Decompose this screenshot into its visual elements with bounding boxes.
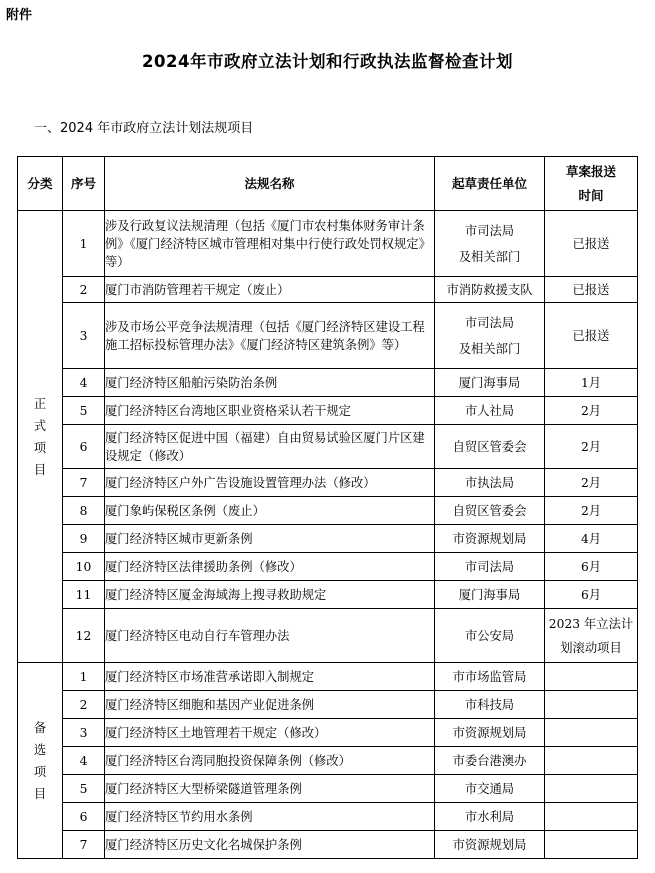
table-row [18,469,638,497]
header-unit: 起草责任单位 [435,157,545,211]
submission-time: 6月 [545,581,638,609]
submission-time: 已报送 [545,303,638,369]
regulation-name: 厦门经济特区大型桥梁隧道管理条例 [105,775,435,803]
drafting-unit: 厦门海事局 [458,587,521,602]
row-number: 5 [63,775,105,803]
regulation-name: 厦门经济特区船舶污染防治条例 [105,369,435,397]
row-number: 1 [63,663,105,691]
drafting-unit-cell [435,469,545,497]
row-number: 10 [63,553,105,581]
drafting-unit: 市司法局 [464,559,515,574]
submission-time: 2月 [545,469,638,497]
submission-time [545,775,638,803]
drafting-unit: 市资源规划局 [452,531,527,546]
header-number: 序号 [63,157,105,211]
drafting-unit-cell [435,747,545,775]
drafting-unit-cell [435,303,545,369]
drafting-unit-cell [435,497,545,525]
drafting-unit: 自贸区管委会 [452,503,527,518]
regulation-name: 厦门经济特区城市更新条例 [105,525,435,553]
header-category: 分类 [18,157,63,211]
row-number: 6 [63,803,105,831]
drafting-unit: 市科技局 [464,697,515,712]
drafting-unit-cell [435,525,545,553]
table-row [18,803,638,831]
drafting-unit-cell [435,211,545,277]
drafting-unit-cell [435,803,545,831]
category-label: 正式项目 [33,396,47,477]
drafting-unit: 自贸区管委会 [452,439,527,454]
table-row [18,581,638,609]
table-row [18,497,638,525]
row-number: 7 [63,831,105,859]
drafting-unit-cell [435,691,545,719]
table-row [18,369,638,397]
regulation-name: 厦门经济特区市场准营承诺即入制规定 [105,663,435,691]
submission-time: 已报送 [545,211,638,277]
drafting-unit-cell [435,581,545,609]
table-row [18,211,638,277]
submission-time [545,747,638,775]
submission-time [545,831,638,859]
regulation-name: 厦门经济特区电动自行车管理办法 [105,609,435,663]
document-title: 2024年市政府立法计划和行政执法监督检查计划 [142,52,513,71]
submission-time: 6月 [545,553,638,581]
category-cell [18,211,63,663]
submission-time: 2月 [545,425,638,469]
row-number: 3 [63,719,105,747]
table-row [18,691,638,719]
header-name: 法规名称 [105,157,435,211]
row-number: 4 [63,369,105,397]
drafting-unit: 市水利局 [464,809,515,824]
drafting-unit-cell [435,831,545,859]
drafting-unit-cell [435,609,545,663]
submission-time [545,663,638,691]
table-row [18,663,638,691]
drafting-unit: 厦门海事局 [458,375,521,390]
row-number: 7 [63,469,105,497]
regulation-name: 厦门经济特区法律援助条例（修改） [105,553,435,581]
row-number: 2 [63,691,105,719]
submission-time [545,719,638,747]
row-number: 4 [63,747,105,775]
drafting-unit-cell [435,369,545,397]
drafting-unit-cell [435,425,545,469]
row-number: 6 [63,425,105,469]
row-number: 11 [63,581,105,609]
drafting-unit-cell [435,663,545,691]
drafting-unit: 市人社局 [464,403,515,418]
table-row [18,303,638,369]
drafting-unit-cell [435,397,545,425]
drafting-unit-secondary: 及相关部门 [458,249,521,264]
drafting-unit-cell [435,719,545,747]
drafting-unit: 市市场监管局 [452,669,527,684]
submission-time: 2月 [545,397,638,425]
section-heading: 一、2024 年市政府立法计划法规项目 [34,121,254,136]
regulation-name: 涉及行政复议法规清理（包括《厦门市农村集体财务审计条例》《厦门经济特区城市管理相对集中行使行政处罚权规定》等） [105,211,435,277]
table-row [18,425,638,469]
category-cell [18,663,63,859]
submission-time: 2023 年立法计划滚动项目 [545,609,638,663]
submission-time: 4月 [545,525,638,553]
regulation-name: 厦门经济特区土地管理若干规定（修改） [105,719,435,747]
table-row [18,609,638,663]
regulation-name: 厦门经济特区台湾地区职业资格采认若干规定 [105,397,435,425]
regulation-name: 厦门市消防管理若干规定（废止） [105,277,435,303]
drafting-unit: 市司法局 [464,315,515,330]
regulation-name: 厦门经济特区历史文化名城保护条例 [105,831,435,859]
drafting-unit: 市交通局 [464,781,515,796]
drafting-unit: 市消防救援支队 [446,282,533,297]
attachment-label: 附件 [6,8,33,23]
regulation-table [17,156,638,859]
submission-time [545,803,638,831]
row-number: 9 [63,525,105,553]
row-number: 1 [63,211,105,277]
submission-time: 2月 [545,497,638,525]
header-row [18,157,638,211]
category-label: 备选项目 [33,720,47,801]
row-number: 8 [63,497,105,525]
regulation-name: 厦门经济特区户外广告设施设置管理办法（修改） [105,469,435,497]
regulation-name: 厦门象屿保税区条例（废止） [105,497,435,525]
row-number: 5 [63,397,105,425]
regulation-name: 厦门经济特区厦金海域海上搜寻救助规定 [105,581,435,609]
table-row [18,831,638,859]
row-number: 12 [63,609,105,663]
table-row [18,747,638,775]
table-row [18,397,638,425]
drafting-unit: 市执法局 [464,475,515,490]
table-row [18,553,638,581]
submission-time: 1月 [545,369,638,397]
table-row [18,719,638,747]
drafting-unit-cell [435,775,545,803]
regulation-name: 厦门经济特区节约用水条例 [105,803,435,831]
table-row [18,277,638,303]
table-row [18,775,638,803]
drafting-unit-cell [435,553,545,581]
table-row [18,525,638,553]
row-number: 3 [63,303,105,369]
submission-time [545,691,638,719]
drafting-unit: 市司法局 [464,223,515,238]
drafting-unit: 市资源规划局 [452,837,527,852]
drafting-unit: 市资源规划局 [452,725,527,740]
regulation-name: 厦门经济特区细胞和基因产业促进条例 [105,691,435,719]
header-time: 草案报送时间 [545,157,638,211]
drafting-unit-cell [435,277,545,303]
drafting-unit-secondary: 及相关部门 [458,341,521,356]
row-number: 2 [63,277,105,303]
regulation-name: 涉及市场公平竞争法规清理（包括《厦门经济特区建设工程施工招标投标管理办法》《厦门经济特区建筑条例》等） [105,303,435,369]
regulation-name: 厦门经济特区台湾同胞投资保障条例（修改） [105,747,435,775]
submission-time: 已报送 [545,277,638,303]
drafting-unit: 市公安局 [464,628,515,643]
regulation-name: 厦门经济特区促进中国（福建）自由贸易试验区厦门片区建设规定（修改） [105,425,435,469]
drafting-unit: 市委台港澳办 [452,753,527,768]
